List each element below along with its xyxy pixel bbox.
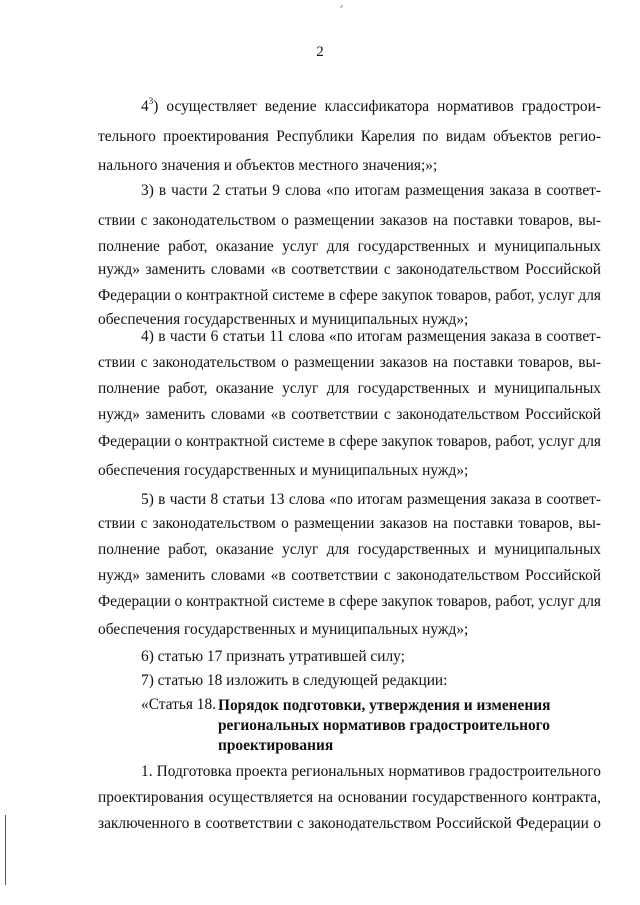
item-4-3-line-1: $4^3$) осуществляет ведение классификатора нормативов градострои- (141, 95, 601, 115)
item-3-line-5: Федерации о контрактной системе в сфере закупок товаров, работ, услуг для (98, 287, 601, 304)
item-4-line-2: ствии с законодательством о размещении заказов на поставки товаров, вы- (98, 354, 601, 371)
item-4-3-line-2: тельного проектирования Республики Карелия по видам объектов регио- (98, 128, 601, 145)
article-18-title-line: Порядок подготовки, утверждения и изменения (218, 697, 551, 714)
item-3-line-6: обеспечения государственных и муниципальных нужд»; (98, 311, 469, 328)
item-3-line-3: полнение работ, оказание услуг для государственных и муниципальных (98, 238, 601, 255)
item-4-3-line-3: нального значения и объектов местного значения;»; (98, 157, 438, 174)
article-18-lead: «Статья 18. (141, 696, 217, 713)
item-3-line-2: ствии с законодательством о размещении заказов на поставки товаров, вы- (98, 212, 601, 229)
item-5-line-6: обеспечения государственных и муниципальных нужд»; (98, 621, 469, 638)
item-7: 7) статью 18 изложить в следующей редакции: (141, 672, 448, 689)
para-1-line-1: 1. Подготовка проекта региональных нормативов градостроительного (141, 763, 601, 780)
para-1-line-3: заключенного в соответствии с законодательством Российской Федерации о (98, 815, 601, 832)
item-4-line-6: обеспечения государственных и муниципальных нужд»; (98, 462, 469, 479)
page-number: 2 (316, 44, 324, 60)
item-3-line-1: 3) в части 2 статьи 9 слова «по итогам размещения заказа в соответ- (141, 182, 601, 199)
item-6: 6) статью 17 признать утратившей силу; (141, 648, 405, 665)
item-4-line-1: 4) в части 6 статьи 11 слова «по итогам размещения заказа в соответ- (141, 328, 601, 345)
article-18-title-line: проектирования (218, 737, 334, 754)
item-4-line-4: нужд» заменить словами «в соответствии с законодательством Российской (98, 406, 601, 423)
item-5-line-1: 5) в части 8 статьи 13 слова «по итогам размещения заказа в соответ- (141, 491, 601, 508)
item-4-line-5: Федерации о контрактной системе в сфере закупок товаров, работ, услуг для (98, 433, 601, 450)
item-5-line-4: нужд» заменить словами «в соответствии с законодательством Российской (98, 567, 601, 584)
item-5-line-3: полнение работ, оказание услуг для государственных и муниципальных (98, 541, 601, 558)
item-5-line-5: Федерации о контрактной системе в сфере закупок товаров, работ, услуг для (98, 593, 601, 610)
para-1-line-2: проектирования осуществляется на основании государственного контракта, (98, 789, 601, 806)
item-5-line-2: ствии с законодательством о размещении заказов на поставки товаров, вы- (98, 515, 601, 532)
scan-mark (340, 5, 343, 8)
article-18-title (218, 696, 588, 756)
article-18-title-line: региональных нормативов градостроительного (218, 717, 550, 734)
scan-edge-line (5, 815, 6, 885)
item-4-line-3: полнение работ, оказание услуг для государственных и муниципальных (98, 380, 601, 397)
item-3-line-4: нужд» заменить словами «в соответствии с законодательством Российской (98, 261, 601, 278)
